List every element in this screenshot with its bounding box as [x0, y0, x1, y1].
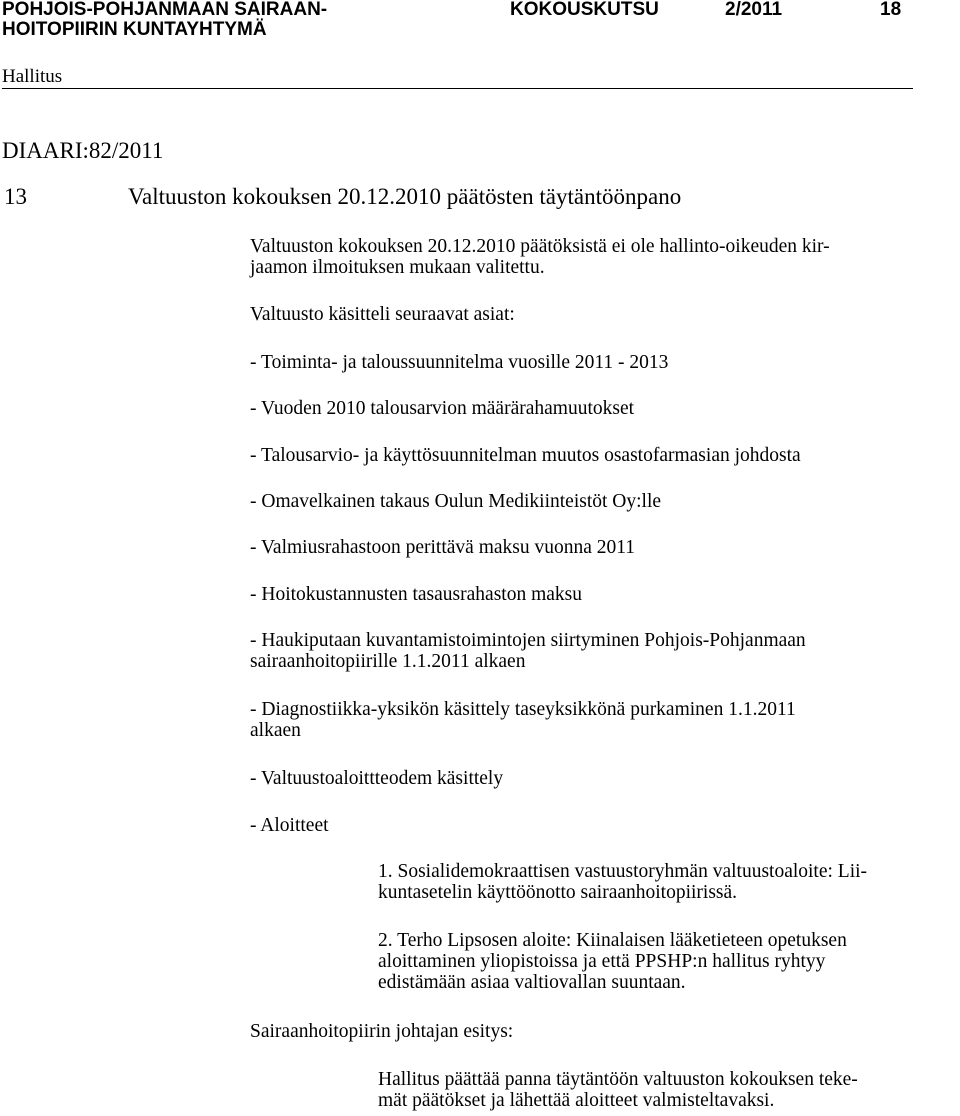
proposal-label: Sairaanhoitopiirin johtajan esitys:	[250, 1021, 514, 1042]
page-number: 18	[880, 0, 902, 20]
issue-number: 2/2011	[725, 0, 783, 20]
list-item: - Diagnostiikka-yksikön käsittely taseyksikkönä purkaminen 1.1.2011	[250, 699, 796, 720]
organization-name-line1: POHJOIS-POHJANMAAN SAIRAAN-	[2, 0, 328, 20]
list-item: - Omavelkainen takaus Oulun Medikiinteistöt Oy:lle	[250, 491, 662, 512]
organization-name-line2: HOITOPIIRIN KUNTAYHTYMÄ	[2, 19, 267, 40]
header-divider	[2, 88, 913, 89]
item-number: 13	[4, 184, 27, 209]
document-type: KOKOUSKUTSU	[510, 0, 659, 20]
list-item-continuation: sairaanhoitopiirille 1.1.2011 alkaen	[250, 651, 526, 672]
initiative-1-line-2: kuntasetelin käyttöönotto sairaanhoitopiirissä.	[378, 882, 738, 903]
initiative-2-line-1: 2. Terho Lipsosen aloite: Kiinalaisen lääketieteen opetuksen	[378, 930, 847, 951]
list-item: - Valtuustoaloittteodem käsittely	[250, 768, 504, 789]
list-item: - Talousarvio- ja käyttösuunnitelman muutos osastofarmasian johdosta	[250, 445, 801, 466]
initiative-2-line-2: aloittaminen yliopistoissa ja että PPSHP:n hallitus ryhtyy	[378, 951, 826, 972]
list-item: - Valmiusrahastoon perittävä maksu vuonna 2011	[250, 537, 636, 558]
intro-line-2: jaamon ilmoituksen mukaan valitettu.	[250, 257, 545, 278]
proposal-line-2: mät päätökset ja lähettää aloitteet valmisteltavaksi.	[378, 1090, 775, 1111]
list-intro: Valtuusto käsitteli seuraavat asiat:	[250, 304, 515, 325]
list-item: - Vuoden 2010 talousarvion määrärahamuutokset	[250, 398, 635, 419]
list-item: - Aloitteet	[250, 815, 329, 836]
item-title: Valtuuston kokouksen 20.12.2010 päätösten täytäntöönpano	[128, 184, 682, 209]
initiative-2-line-3: edistämään asiaa valtiovallan suuntaan.	[378, 972, 686, 993]
list-item-continuation: alkaen	[250, 720, 301, 741]
intro-line-1: Valtuuston kokouksen 20.12.2010 päätöksistä ei ole hallinto-oikeuden kir-	[250, 236, 830, 257]
initiative-1-line-1: 1. Sosialidemokraattisen vastuustoryhmän valtuustoaloite: Lii-	[378, 861, 868, 882]
list-item: - Hoitokustannusten tasausrahaston maksu	[250, 584, 582, 605]
list-item: - Toiminta- ja taloussuunnitelma vuosille 2011 - 2013	[250, 352, 669, 373]
list-item: - Haukiputaan kuvantamistoimintojen siirtyminen Pohjois-Pohjanmaan	[250, 630, 806, 651]
body-name: Hallitus	[2, 66, 63, 87]
diary-number: DIAARI:82/2011	[2, 138, 164, 163]
proposal-line-1: Hallitus päättää panna täytäntöön valtuuston kokouksen teke-	[378, 1069, 858, 1090]
